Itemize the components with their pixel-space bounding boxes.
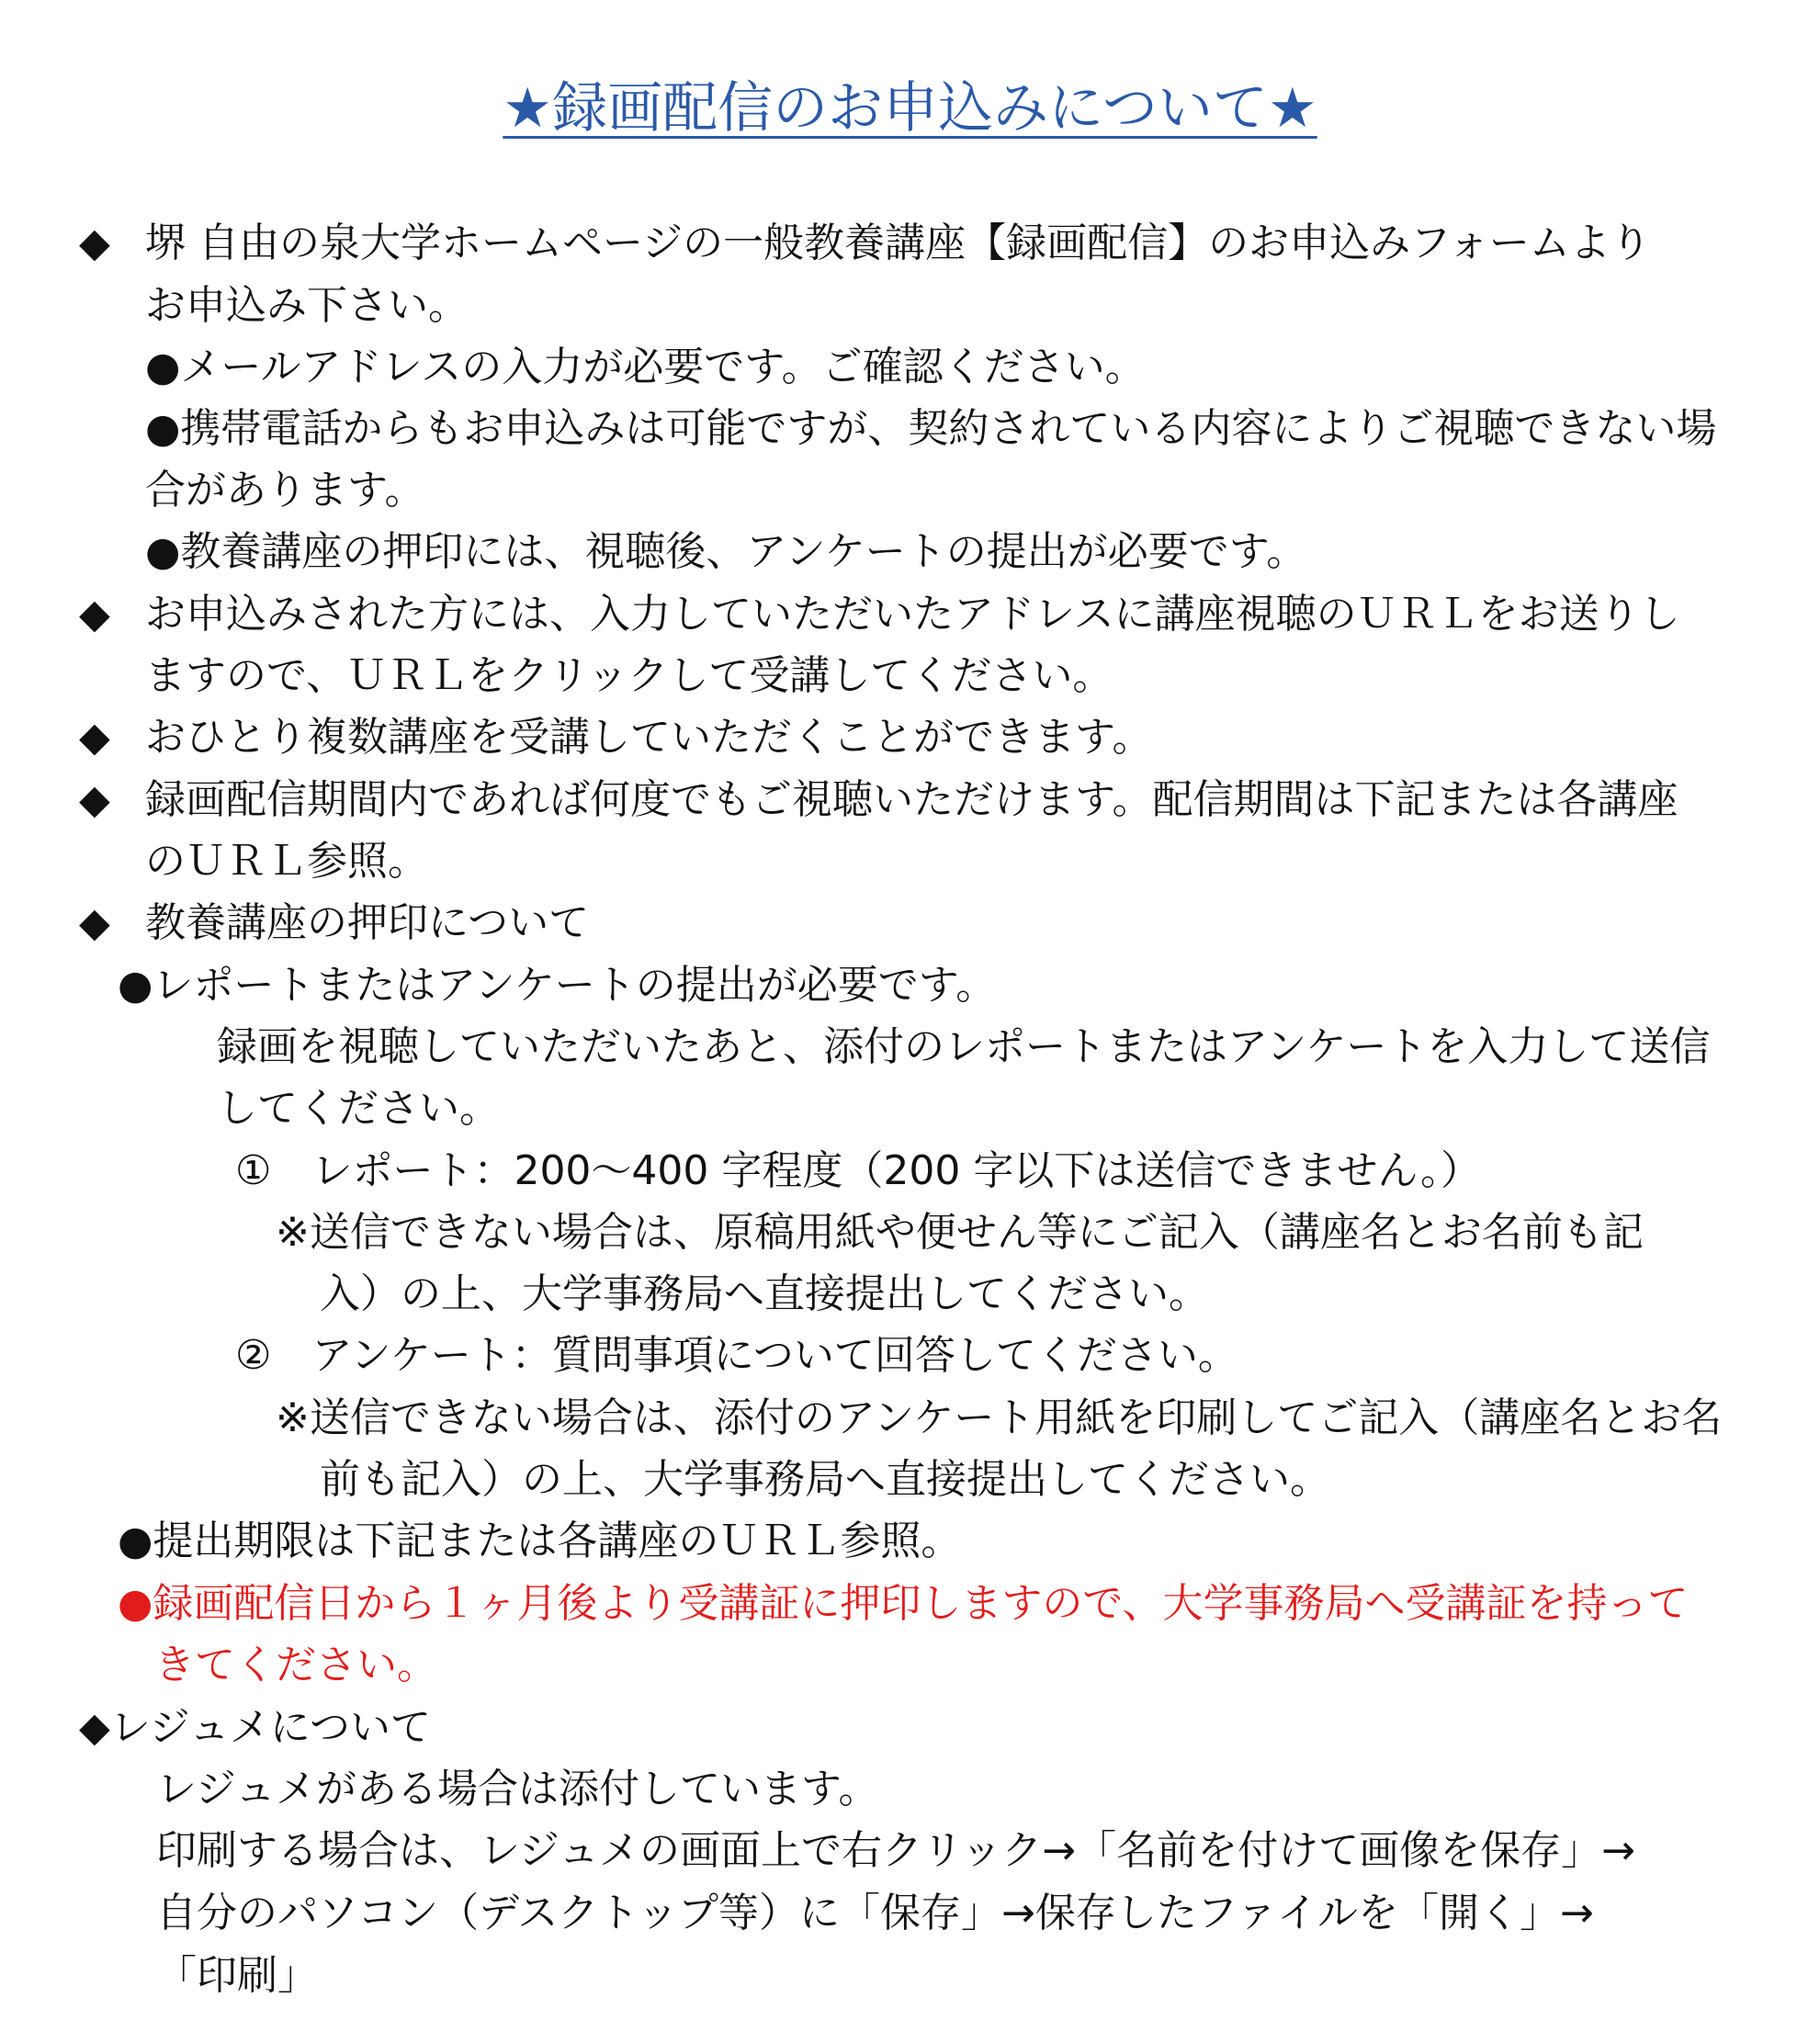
diamond-bullet-5: ◆ (79, 899, 110, 946)
diamond-bullet-4: ◆ (79, 776, 110, 823)
text-line-14: 録画を視聴していただいたあと、添付のレポートまたはアンケートを入力して送信 (217, 1023, 1711, 1070)
text-line-26: レジュメがある場合は添付しています。 (156, 1766, 879, 1812)
page-title (0, 72, 1820, 145)
diamond-bullet-1: ◆ (79, 220, 110, 266)
notice-line-1: ●録画配信日から１ヶ月後より受講証に押印しますので、大学事務局へ受講証を持って (118, 1580, 1689, 1627)
text-line-11: のＵＲＬ参照。 (145, 838, 428, 885)
text-line-5: 合があります。 (145, 467, 425, 514)
text-line-21: 前も記入）の上、大学事務局へ直接提出してください。 (320, 1456, 1330, 1503)
text-line-28: 自分のパソコン（デスクトップ等）に「保存」→保存したファイルを「開く」→ (156, 1890, 1594, 1936)
text-line-9: おひとり複数講座を受講していただくことができます。 (145, 714, 1153, 761)
text-line-1: 堺 自由の泉大学ホームページの一般教養講座【録画配信】のお申込みフォームより (145, 220, 1651, 266)
text-line-7: お申込みされた方には、入力していただいたアドレスに講座視聴のＵＲＬをお送りし (145, 591, 1680, 638)
text-line-15: してください。 (217, 1085, 500, 1132)
text-line-29: 「印刷」 (156, 1952, 318, 1999)
text-line-13: ●レポートまたはアンケートの提出が必要です。 (118, 962, 997, 1009)
text-line-27: 印刷する場合は、レジュメの画面上で右クリック→「名前を付けて画像を保存」→ (156, 1827, 1635, 1874)
text-line-19: ② アンケート：質問事項について回答してください。 (235, 1332, 1238, 1379)
page-title-text: ★録画配信のお申込みについて★ (503, 76, 1317, 141)
text-line-20: ※送信できない場合は、添付のアンケート用紙を印刷してご記入（講座名とお名 (276, 1394, 1723, 1441)
text-line-16: ① レポート：200～400 字程度（200 字以下は送信できません。） (235, 1147, 1482, 1194)
text-line-18: 入）の上、大学事務局へ直接提出してください。 (320, 1270, 1209, 1317)
diamond-bullet-2: ◆ (79, 591, 110, 638)
text-line-10: 録画配信期間内であれば何度でもご視聴いただけます。配信期間は下記または各講座 (145, 776, 1679, 823)
text-line-12: 教養講座の押印について (145, 899, 590, 946)
text-line-6: ●教養講座の押印には、視聴後、アンケートの提出が必要です。 (145, 528, 1307, 575)
text-line-2: お申込み下さい。 (145, 282, 469, 329)
diamond-bullet-3: ◆ (79, 714, 110, 761)
text-line-4: ●携帯電話からもお申込みは可能ですが、契約されている内容によりご視聴できない場 (145, 405, 1717, 452)
notice-line-2: きてください。 (154, 1642, 437, 1688)
text-line-8: ますので、ＵＲＬをクリックして受講してください。 (145, 652, 1113, 699)
text-line-22: ●提出期限は下記または各講座のＵＲＬ参照。 (118, 1518, 962, 1564)
text-line-3: ●メールアドレスの入力が必要です。ご確認ください。 (145, 344, 1146, 390)
text-line-17: ※送信できない場合は、原稿用紙や便せん等にご記入（講座名とお名前も記 (276, 1209, 1644, 1256)
text-line-25: ◆レジュメについて (79, 1704, 431, 1751)
